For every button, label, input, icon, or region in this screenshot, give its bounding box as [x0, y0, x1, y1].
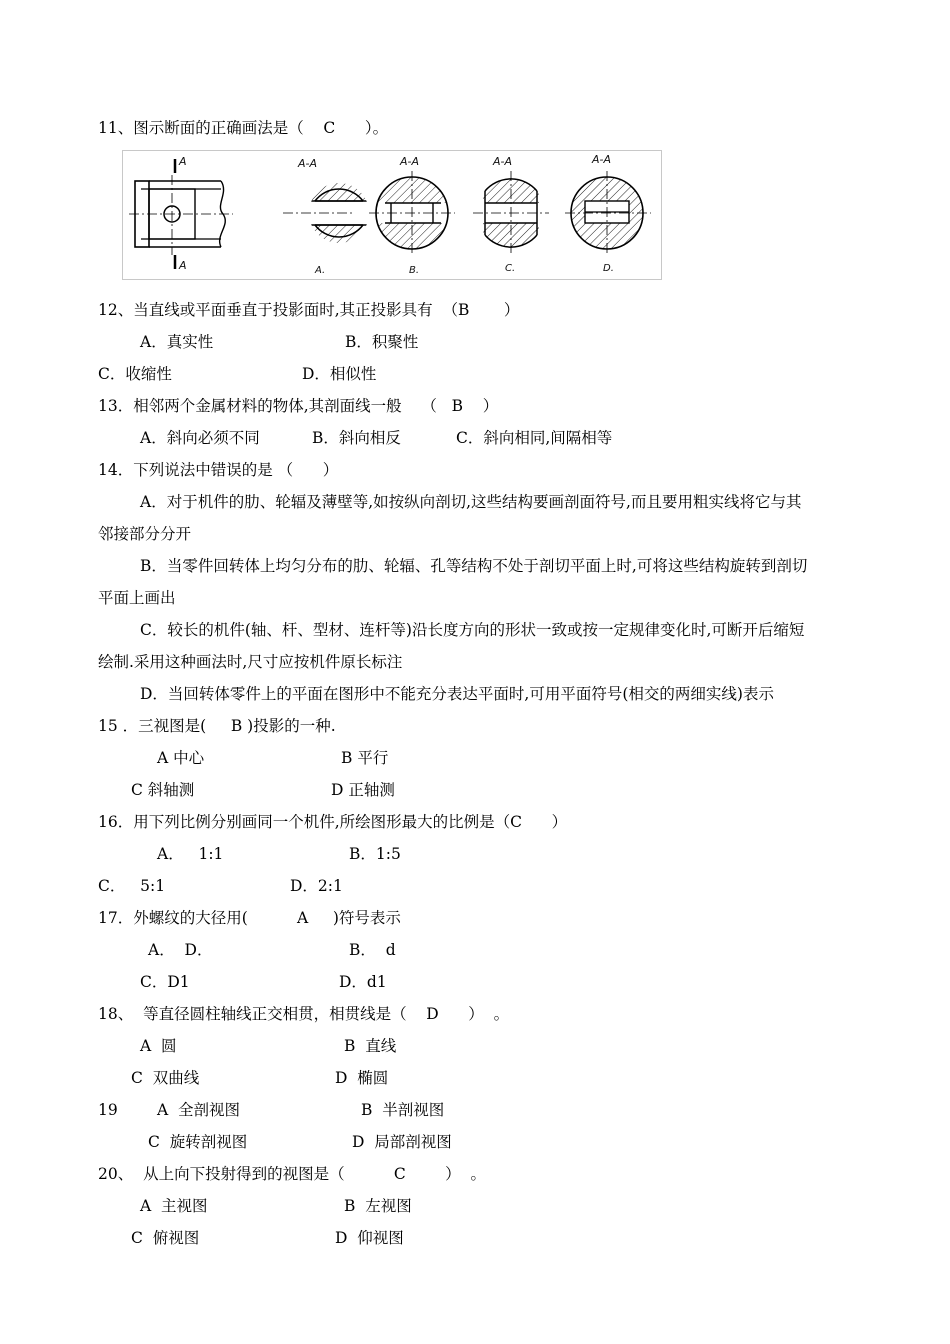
q14-option-b-line2: 平面上画出: [98, 589, 176, 607]
option-a-label: A.: [315, 265, 326, 276]
q16-option-d: D．2:1: [290, 877, 343, 895]
q17-option-d: D．d1: [339, 973, 387, 991]
q16-option-a: A． 1:1: [157, 845, 224, 863]
option-d-label: D.: [603, 263, 614, 274]
q15-option-b: B 平行: [341, 749, 389, 767]
q14-stem: 14．下列说法中错误的是 （ ）: [98, 461, 339, 479]
q20-option-a: A 主视图: [140, 1197, 208, 1215]
option-d-title: A-A: [592, 153, 612, 166]
option-c-label: C.: [505, 263, 516, 274]
q17-option-c: C．D1: [140, 973, 190, 991]
q12-stem: 12、当直线或平面垂直于投影面时,其正投影具有 （B ）: [98, 301, 520, 319]
q18-option-c: C 双曲线: [131, 1069, 200, 1087]
shaft-main-view: [129, 155, 233, 272]
q15-option-d: D 正轴测: [331, 781, 395, 799]
q16-option-b: B．1:5: [349, 845, 401, 863]
q19-number: 19: [98, 1101, 118, 1119]
q19-option-b: B 半剖视图: [361, 1101, 445, 1119]
q17-option-a: A． D．: [148, 941, 213, 959]
q13-option-b: B．斜向相反: [312, 429, 401, 447]
q14-option-d: D．当回转体零件上的平面在图形中不能充分表达平面时,可用平面符号(相交的两细实线)表示: [140, 685, 774, 703]
q18-option-b: B 直线: [344, 1037, 397, 1055]
q15-option-a: A 中心: [157, 749, 205, 767]
q14-option-a-line1: A．对于机件的肋、轮辐及薄壁等,如按纵向剖切,这些结构要画剖面符号,而且要用粗实线将它与其: [140, 493, 802, 511]
q12-option-b: B．积聚性: [345, 333, 419, 351]
option-b-title: A-A: [400, 155, 420, 168]
q19-option-a: A 全剖视图: [157, 1101, 241, 1119]
q18-option-d: D 椭圆: [335, 1069, 389, 1087]
q14-option-a-line2: 邻接部分分开: [98, 525, 192, 543]
q13-stem: 13．相邻两个金属材料的物体,其剖面线一般 （ B ）: [98, 397, 499, 415]
q14-option-b-line1: B．当零件回转体上均匀分布的肋、轮辐、孔等结构不处于剖切平面上时,可将这些结构旋转到剖切: [140, 557, 808, 575]
q11-stem: 11、图示断面的正确画法是（ C ）。: [98, 119, 389, 137]
section-mark-top: A: [179, 155, 187, 168]
q14-option-c-line1: C．较长的机件(轴、杆、型材、连杆等)沿长度方向的形状一致或按一定规律变化时,可断开后缩短: [140, 621, 805, 639]
q13-option-a: A．斜向必须不同: [140, 429, 260, 447]
q12-option-c: C．收缩性: [98, 365, 172, 383]
option-c-section: [473, 155, 549, 274]
q20-option-b: B 左视图: [344, 1197, 412, 1215]
q12-option-d: D．相似性: [302, 365, 377, 383]
q20-option-c: C 俯视图: [131, 1229, 200, 1247]
option-a-section: [283, 157, 369, 276]
q11-figure: [122, 150, 662, 280]
option-d-section: [565, 153, 651, 274]
q20-stem: 20、 从上向下投射得到的视图是（ C ） 。: [98, 1165, 486, 1183]
q16-stem: 16．用下列比例分别画同一个机件,所绘图形最大的比例是（C ）: [98, 813, 568, 831]
section-views-drawing: [123, 151, 661, 279]
q16-option-c: C． 5:1: [98, 877, 166, 895]
q18-option-a: A 圆: [140, 1037, 177, 1055]
q12-option-a: A．真实性: [140, 333, 214, 351]
q19-option-c: C 旋转剖视图: [148, 1133, 248, 1151]
option-b-label: B.: [409, 265, 420, 276]
q18-stem: 18、 等直径圆柱轴线正交相贯，相贯线是（ D ） 。: [98, 1005, 510, 1023]
q20-option-d: D 仰视图: [335, 1229, 404, 1247]
q15-stem: 15 ．三视图是( B )投影的一种.: [98, 717, 336, 735]
option-a-title: A-A: [298, 157, 318, 170]
section-mark-bottom: A: [179, 259, 187, 272]
option-b-section: [369, 155, 455, 276]
q17-option-b: B． d: [349, 941, 396, 959]
q14-option-c-line2: 绘制.采用这种画法时,尺寸应按机件原长标注: [98, 653, 403, 671]
q19-option-d: D 局部剖视图: [352, 1133, 452, 1151]
q15-option-c: C 斜轴测: [131, 781, 195, 799]
option-c-title: A-A: [493, 155, 513, 168]
q17-stem: 17．外螺纹的大径用( A )符号表示: [98, 909, 401, 927]
q13-option-c: C．斜向相同,间隔相等: [456, 429, 613, 447]
